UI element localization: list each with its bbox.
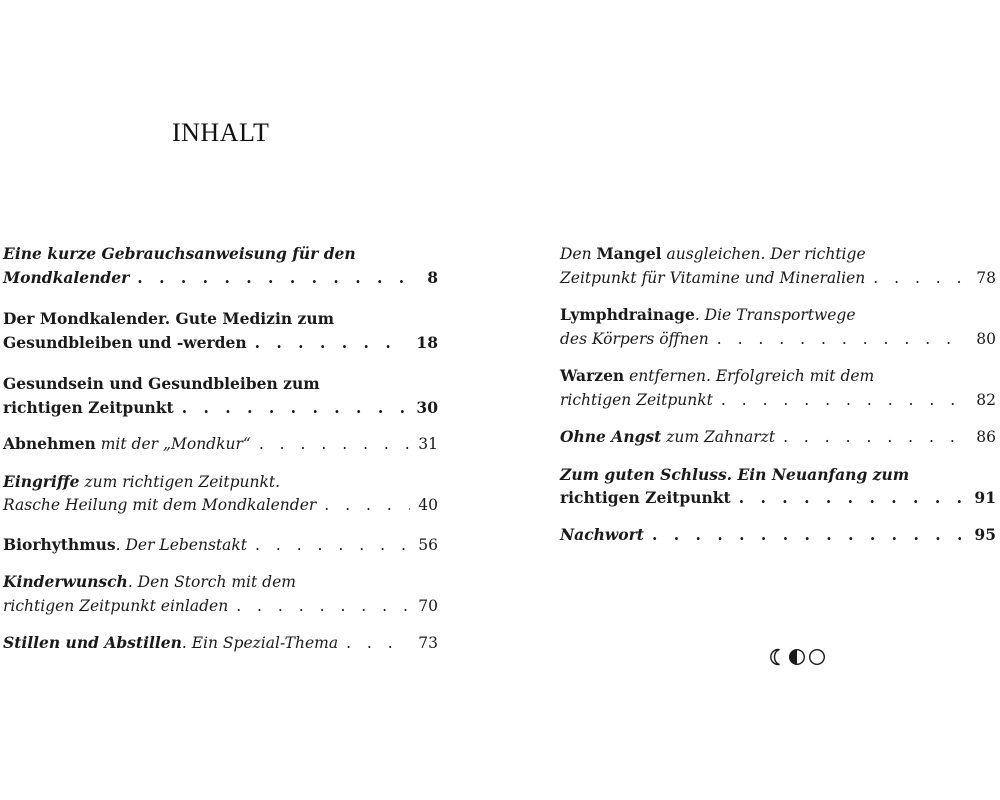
- toc-entry-text: Stillen und Abstillen: [3, 633, 182, 652]
- toc-entry-line: [560, 267, 996, 291]
- toc-entry-text: Den: [560, 245, 597, 263]
- dot-leader: [717, 328, 969, 352]
- toc-entry-line: [560, 303, 996, 328]
- toc-entry-line: [3, 533, 438, 558]
- toc-entry[interactable]: [560, 425, 996, 450]
- toc-entry[interactable]: [560, 364, 996, 412]
- toc-entry-text: ausgleichen. Der richtige: [661, 245, 866, 263]
- dot-leader: [873, 267, 968, 291]
- dot-leader: [137, 266, 412, 290]
- toc-entry-text: Mondkalender: [3, 267, 130, 287]
- page-number: 95: [974, 524, 996, 544]
- toc-entry[interactable]: [3, 432, 438, 457]
- toc-entry-line: [3, 372, 438, 396]
- page-number: 73: [418, 634, 438, 652]
- toc-entry-text: Eine kurze Gebrauchsanweisung für den: [3, 244, 356, 263]
- toc-entry-line: [560, 328, 996, 352]
- toc-entry-text: entfernen. Erfolgreich mit dem: [624, 367, 875, 385]
- toc-entry[interactable]: [3, 631, 438, 656]
- toc-entry[interactable]: [3, 470, 438, 518]
- dot-leader: [324, 494, 410, 518]
- toc-entry-text: richtigen Zeitpunkt einladen: [3, 596, 229, 615]
- toc-entry[interactable]: [560, 523, 996, 547]
- toc-entry-text: richtigen Zeitpunkt: [3, 397, 174, 417]
- toc-column-right: [560, 242, 996, 546]
- toc-entry-text: Lymphdrainage: [560, 305, 695, 324]
- toc-entry-text: Biorhythmus: [3, 534, 116, 554]
- page-number: 18: [416, 332, 438, 352]
- toc-entry-text: Mangel: [596, 244, 662, 263]
- dot-leader: [346, 632, 410, 656]
- half-moon-icon: [788, 648, 806, 666]
- toc-entry-line: [3, 331, 438, 355]
- page-number: 8: [427, 267, 438, 287]
- dot-leader: [182, 396, 409, 420]
- toc-entry-text: Gesundbleiben und -werden: [3, 332, 247, 352]
- toc-entry[interactable]: [3, 307, 438, 354]
- toc-entry[interactable]: [560, 303, 996, 351]
- toc-entry-line: [3, 242, 438, 266]
- page-number: 30: [416, 397, 438, 417]
- page-number: 40: [418, 496, 438, 514]
- dot-leader: [652, 523, 966, 547]
- toc-entry-line: [3, 494, 438, 518]
- toc-entry-text: zum richtigen Zeitpunkt.: [79, 472, 281, 491]
- toc-entry-text: . Ein Spezial-Thema: [181, 634, 339, 652]
- toc-entry-line: [3, 396, 438, 420]
- toc-entry-line: [3, 595, 438, 619]
- page-number: 91: [974, 488, 996, 507]
- page-number: 82: [976, 390, 996, 409]
- dot-leader: [721, 389, 968, 413]
- page-number: 86: [976, 428, 996, 446]
- toc-entry-text: des Körpers öffnen: [560, 329, 709, 348]
- toc-entry-line: [3, 307, 438, 331]
- toc-entry-line: [560, 463, 996, 487]
- toc-entry-text: Zum guten Schluss. Ein Neuanfang zum: [560, 464, 910, 484]
- page-number: 70: [418, 596, 438, 615]
- dot-leader: [739, 486, 967, 510]
- toc-entry-text: mit der „Mondkur“: [95, 435, 251, 453]
- full-moon-icon: [808, 648, 826, 666]
- toc-entry-text: Nachwort: [560, 524, 644, 544]
- toc-entry-text: Ohne Angst: [560, 427, 662, 446]
- toc-entry-text: Eingriffe: [3, 471, 80, 491]
- toc-entry-text: richtigen Zeitpunkt: [560, 488, 731, 507]
- toc-entry[interactable]: [560, 463, 996, 510]
- waning-crescent-icon: [768, 648, 786, 666]
- dot-leader: [255, 534, 410, 558]
- toc-entry-line: [3, 570, 438, 595]
- dot-leader: [259, 433, 410, 457]
- toc-entry[interactable]: [3, 372, 438, 419]
- toc-entry-line: [3, 266, 438, 290]
- toc-entry-line: [560, 425, 996, 450]
- toc-entry-text: Warzen: [560, 366, 625, 385]
- toc-entry-line: [560, 486, 996, 510]
- toc-column-left: [3, 242, 438, 656]
- toc-entry-line: [3, 432, 438, 457]
- toc-entry[interactable]: [3, 533, 438, 558]
- dot-leader: [255, 331, 409, 355]
- page-number: 78: [976, 268, 996, 287]
- toc-entry-text: richtigen Zeitpunkt: [560, 390, 713, 409]
- toc-entry-text: . Den Storch mit dem: [127, 573, 296, 591]
- toc-entry-text: Kinderwunsch: [3, 572, 128, 591]
- moon-phases-icon: [768, 648, 826, 666]
- toc-entry-text: Rasche Heilung mit dem Mondkalender: [3, 496, 317, 514]
- toc-entry-text: Zeitpunkt für Vitamine und Mineralien: [560, 268, 866, 287]
- toc-entry-text: zum Zahnarzt: [661, 428, 776, 446]
- toc-entry-line: [560, 364, 996, 389]
- page-number: 56: [418, 535, 438, 554]
- toc-entry[interactable]: [3, 242, 438, 289]
- toc-entry-line: [3, 631, 438, 656]
- page-number: 31: [418, 435, 438, 453]
- toc-entry-text: Der Mondkalender. Gute Medizin zum: [3, 309, 335, 328]
- toc-entry-line: [560, 523, 996, 547]
- toc-entry[interactable]: [3, 570, 438, 618]
- toc-entry-line: [3, 470, 438, 495]
- toc-entry-line: [560, 389, 996, 413]
- toc-entry[interactable]: [560, 242, 996, 290]
- toc-entry-text: Gesundsein und Gesundbleiben zum: [3, 374, 320, 393]
- dot-leader: [236, 595, 410, 619]
- toc-entry-text: . Der Lebenstakt: [115, 535, 247, 554]
- page-number: 80: [976, 329, 996, 348]
- toc-entry-text: Abnehmen: [3, 434, 96, 453]
- page-title: INHALT: [172, 118, 270, 147]
- toc-entry-line: [560, 242, 996, 267]
- toc-entry-text: . Die Transportwege: [694, 306, 856, 324]
- dot-leader: [783, 426, 968, 450]
